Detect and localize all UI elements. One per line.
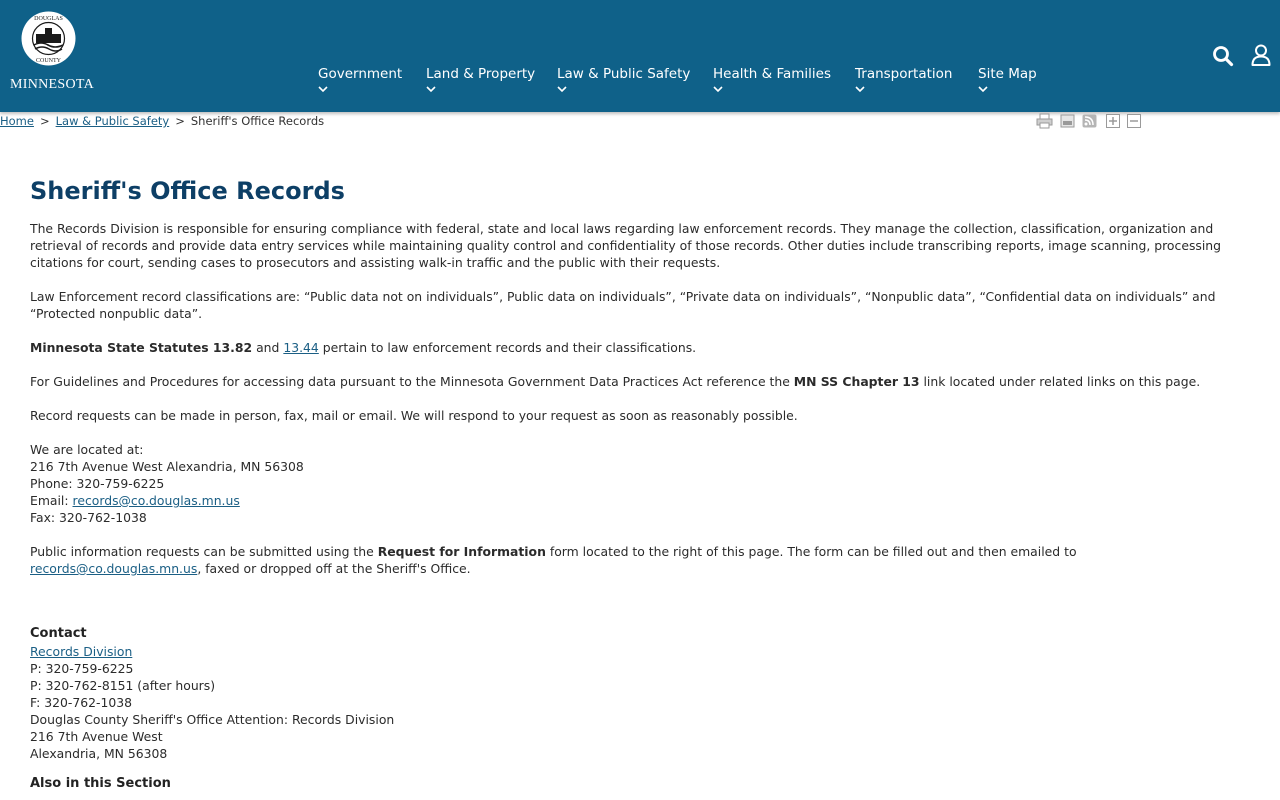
contact-attention: Douglas County Sheriff's Office Attention: Records Division bbox=[30, 712, 395, 727]
contact-section bbox=[30, 625, 1250, 762]
breadcrumb-separator: > bbox=[175, 114, 185, 128]
zoom-in-icon[interactable] bbox=[1105, 113, 1122, 129]
statutes-paragraph bbox=[30, 339, 1250, 356]
contact-details bbox=[30, 643, 1250, 762]
email-label: Email: bbox=[30, 493, 73, 508]
breadcrumb-current: Sheriff's Office Records bbox=[190, 114, 325, 128]
records-division-link[interactable]: Records Division bbox=[30, 644, 133, 659]
svg-text:COUNTY: COUNTY bbox=[36, 58, 61, 64]
address: 216 7th Avenue West Alexandria, MN 56308 bbox=[30, 459, 304, 474]
statutes-and: and bbox=[252, 340, 284, 355]
located-label: We are located at: bbox=[30, 442, 144, 457]
chevron-down-icon bbox=[855, 85, 865, 93]
public-info-text-end: , faxed or dropped off at the Sheriff's Office. bbox=[197, 561, 471, 576]
nav-label: Government bbox=[318, 66, 403, 82]
rss-icon[interactable] bbox=[1081, 113, 1098, 129]
public-info-text-mid: form located to the right of this page. The form can be filled out and then emailed to bbox=[545, 544, 1077, 559]
chevron-down-icon bbox=[557, 85, 567, 93]
site-header bbox=[0, 0, 1280, 112]
nav-item-health-families[interactable] bbox=[713, 66, 831, 93]
chevron-down-icon bbox=[978, 85, 988, 93]
zoom-out-icon[interactable] bbox=[1126, 113, 1143, 129]
search-icon[interactable] bbox=[1212, 44, 1234, 68]
contact-phone: P: 320-759-6225 bbox=[30, 661, 134, 676]
chevron-down-icon bbox=[713, 85, 723, 93]
guidelines-paragraph bbox=[30, 373, 1250, 390]
classifications-paragraph: Law Enforcement record classifications are: “Public data not on individuals”, Public data on individuals”, “Private data on individuals”, “Nonpublic data”, “Confidential data on individuals” and “Protected nonpublic data”. bbox=[30, 289, 1216, 321]
user-icon[interactable] bbox=[1250, 43, 1272, 67]
also-in-section-heading: Also in this Section bbox=[30, 776, 171, 791]
breadcrumb bbox=[0, 114, 324, 128]
email-link[interactable]: records@co.douglas.mn.us bbox=[72, 493, 240, 508]
chevron-down-icon bbox=[318, 85, 328, 93]
phone: Phone: 320-759-6225 bbox=[30, 476, 165, 491]
breadcrumb-home-link[interactable]: Home bbox=[0, 114, 34, 128]
breadcrumb-section-link[interactable]: Law & Public Safety bbox=[55, 114, 170, 128]
public-info-paragraph bbox=[30, 543, 1250, 577]
guidelines-bold: MN SS Chapter 13 bbox=[793, 374, 920, 389]
contact-street: 216 7th Avenue West bbox=[30, 729, 163, 744]
guidelines-text: For Guidelines and Procedures for accessing data pursuant to the Minnesota Government Data Practices Act reference the bbox=[30, 374, 794, 389]
nav-label: Site Map bbox=[978, 66, 1037, 82]
intro-paragraph: The Records Division is responsible for ensuring compliance with federal, state and local laws regarding law enforcement records. They manage the collection, classification, organization and retrieval of records and provide data entry services while maintaining quality control and confidentiality of those records. Other duties include transcribing reports, image scanning, processing citations for court, sending cases to prosecutors and assisting walk-in traffic and the public with their requests. bbox=[30, 221, 1222, 270]
nav-item-site-map[interactable] bbox=[978, 66, 1037, 93]
contact-fax: F: 320-762-1038 bbox=[30, 695, 133, 710]
svg-text:DOUGLAS: DOUGLAS bbox=[34, 16, 63, 22]
contact-phone-after-hours: P: 320-762-8151 (after hours) bbox=[30, 678, 216, 693]
requests-paragraph: Record requests can be made in person, fax, mail or email. We will respond to your request as soon as reasonably possible. bbox=[30, 408, 798, 423]
state-name: MINNESOTA bbox=[10, 77, 95, 92]
nav-item-transportation[interactable] bbox=[855, 66, 952, 93]
main-content bbox=[30, 176, 1250, 791]
contact-city: Alexandria, MN 56308 bbox=[30, 746, 168, 761]
nav-label: Transportation bbox=[855, 66, 953, 82]
nav-label: Law & Public Safety bbox=[557, 66, 691, 82]
nav-item-government[interactable] bbox=[318, 66, 402, 93]
public-email-link[interactable]: records@co.douglas.mn.us bbox=[30, 561, 198, 576]
nav-item-land-property[interactable] bbox=[426, 66, 535, 93]
print-icon[interactable] bbox=[1036, 113, 1053, 129]
location-block bbox=[30, 441, 1250, 526]
chevron-down-icon bbox=[426, 85, 436, 93]
nav-item-law-public-safety[interactable] bbox=[557, 66, 690, 93]
statute-13-44-link[interactable]: 13.44 bbox=[283, 340, 319, 355]
fax: Fax: 320-762-1038 bbox=[30, 510, 147, 525]
nav-label: Land & Property bbox=[426, 66, 536, 82]
public-info-text: Public information requests can be submitted using the bbox=[30, 544, 378, 559]
breadcrumb-separator: > bbox=[39, 114, 50, 128]
guidelines-text-end: link located under related links on this page. bbox=[919, 374, 1201, 389]
request-info-bold: Request for Information bbox=[377, 544, 546, 559]
page-title: Sheriff's Office Records bbox=[30, 177, 345, 205]
contact-heading: Contact bbox=[30, 626, 87, 641]
county-seal-logo[interactable] bbox=[21, 11, 76, 66]
nav-label: Health & Families bbox=[713, 66, 831, 82]
statutes-rest: pertain to law enforcement records and their classifications. bbox=[318, 340, 697, 355]
statutes-bold: Minnesota State Statutes 13.82 bbox=[30, 340, 253, 355]
email-icon[interactable] bbox=[1059, 113, 1076, 129]
